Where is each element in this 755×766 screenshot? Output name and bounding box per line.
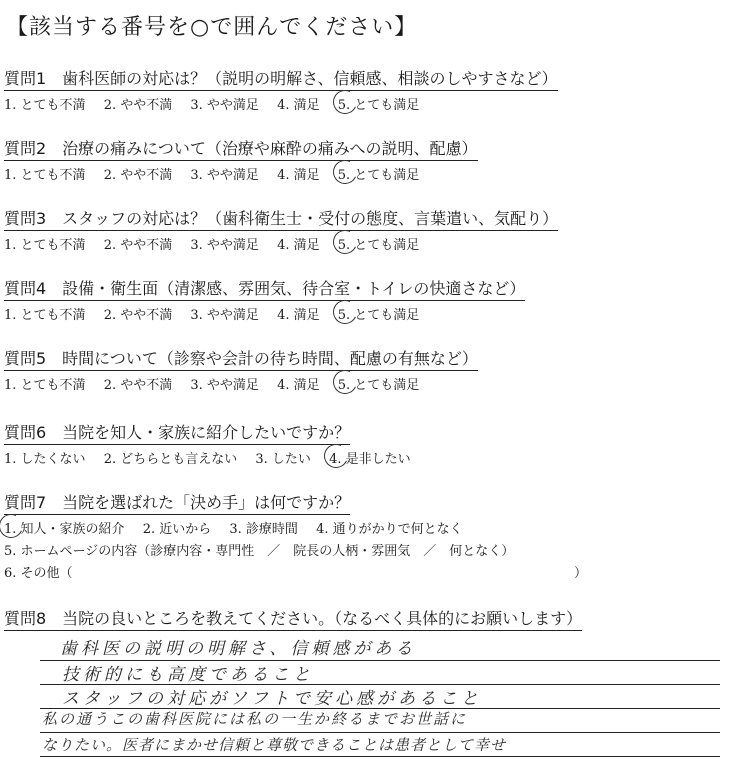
free-answer-area[interactable] (0, 632, 755, 766)
options-row (4, 374, 744, 393)
handwriting-line-2: 技術的にも高度であること (62, 665, 314, 685)
question-title: 質問7 当院を選ばれた「決め手」は何ですか？ (4, 490, 350, 515)
answer-line (40, 732, 720, 733)
question-5 (4, 346, 744, 393)
option-1[interactable]: 1. とても不満 (4, 238, 86, 253)
option-6[interactable]: 6. その他（ (4, 566, 73, 581)
option-4[interactable]: 4. 満足 (277, 238, 320, 253)
options-row-1 (4, 518, 744, 537)
question-4 (4, 276, 744, 323)
question-7 (4, 490, 744, 581)
option-2[interactable]: 2. 近いから (142, 522, 212, 537)
question-title: 質問3 スタッフの対応は？（歯科衛生士・受付の態度、言葉遣い、気配り） (4, 206, 558, 231)
options-row (4, 234, 744, 253)
option-2[interactable]: 2. やや不満 (103, 98, 173, 113)
option-5-selected[interactable]: 5. とても満足 (338, 304, 420, 323)
option-1[interactable]: 1. したくない (4, 452, 86, 467)
option-1[interactable]: 1. とても不満 (4, 378, 86, 393)
option-3[interactable]: 3. やや満足 (190, 308, 259, 323)
handwriting-line-3: スタッフの対応がソフトで安心感があること (62, 689, 482, 709)
option-1[interactable]: 1. とても不満 (4, 168, 86, 183)
handwriting-line-1: 歯科医の説明の明解さ、信頼感がある (60, 639, 417, 659)
question-1 (4, 66, 744, 113)
question-2 (4, 136, 744, 183)
question-title: 質問5 時間について（診察や会計の待ち時間、配慮の有無など） (4, 346, 478, 371)
option-2[interactable]: 2. やや不満 (103, 238, 173, 253)
option-4[interactable]: 4. 満足 (277, 308, 320, 323)
option-1-selected[interactable]: 1. 知人・家族の紹介 (4, 518, 125, 537)
option-2[interactable]: 2. やや不満 (103, 378, 173, 393)
option-4[interactable]: 4. 通りがかりで何となく (316, 522, 463, 537)
question-title: 質問6 当院を知人・家族に紹介したいですか？ (4, 420, 350, 445)
handwriting-line-5: なりたい。医者にまかせ信頼と尊敬できることは患者として幸せ (42, 736, 507, 754)
question-title: 質問2 治療の痛みについて（治療や麻酔の痛みへの説明、配慮） (4, 136, 478, 161)
option-5-selected[interactable]: 5. とても満足 (338, 374, 420, 393)
option-3[interactable]: 3. やや満足 (190, 378, 259, 393)
question-3 (4, 206, 744, 253)
option-5-selected[interactable]: 5. とても満足 (338, 94, 420, 113)
option-3[interactable]: 3. やや満足 (190, 168, 259, 183)
options-row-2 (4, 540, 744, 559)
option-4[interactable]: 4. 満足 (277, 98, 320, 113)
option-3[interactable]: 3. したい (255, 452, 311, 467)
option-3[interactable]: 3. やや満足 (190, 238, 259, 253)
handwriting-line-4: 私の通うこの歯科医院には私の一生か終るまでお世話に (42, 710, 468, 728)
option-3[interactable]: 3. 診療時間 (229, 522, 298, 537)
other-close-paren: ） (574, 566, 588, 581)
options-row (4, 164, 744, 183)
option-4[interactable]: 4. 満足 (277, 378, 320, 393)
option-5-selected[interactable]: 5. とても満足 (338, 164, 420, 183)
question-title: 質問1 歯科医師の対応は？（説明の明解さ、信頼感、相談のしやすさなど） (4, 66, 558, 91)
question-title: 質問4 設備・衛生面（清潔感、雰囲気、待合室・トイレの快適さなど） (4, 276, 525, 301)
option-1[interactable]: 1. とても不満 (4, 308, 86, 323)
options-row (4, 304, 744, 323)
option-3[interactable]: 3. やや満足 (190, 98, 259, 113)
form-heading: 【該当する番号を○で囲んでください】 (6, 15, 418, 40)
options-row-3 (4, 562, 744, 581)
question-title: 質問8 当院の良いところを教えてください。（なるべく具体的にお願いします） (4, 606, 582, 631)
options-row (4, 94, 744, 113)
option-4[interactable]: 4. 満足 (277, 168, 320, 183)
option-5[interactable]: 5. ホームページの内容（診療内容・専門性 ／ 院長の人柄・雰囲気 ／ 何となく） (4, 544, 515, 559)
option-4-selected[interactable]: 4. 是非したい (329, 448, 411, 467)
options-row (4, 448, 744, 467)
question-8 (4, 606, 744, 631)
option-2[interactable]: 2. やや不満 (103, 308, 173, 323)
answer-line (40, 756, 720, 757)
option-5-selected[interactable]: 5. とても満足 (338, 234, 420, 253)
option-1[interactable]: 1. とても不満 (4, 98, 86, 113)
option-2[interactable]: 2. やや不満 (103, 168, 173, 183)
option-2[interactable]: 2. どちらとも言えない (103, 452, 238, 467)
question-6 (4, 420, 744, 467)
